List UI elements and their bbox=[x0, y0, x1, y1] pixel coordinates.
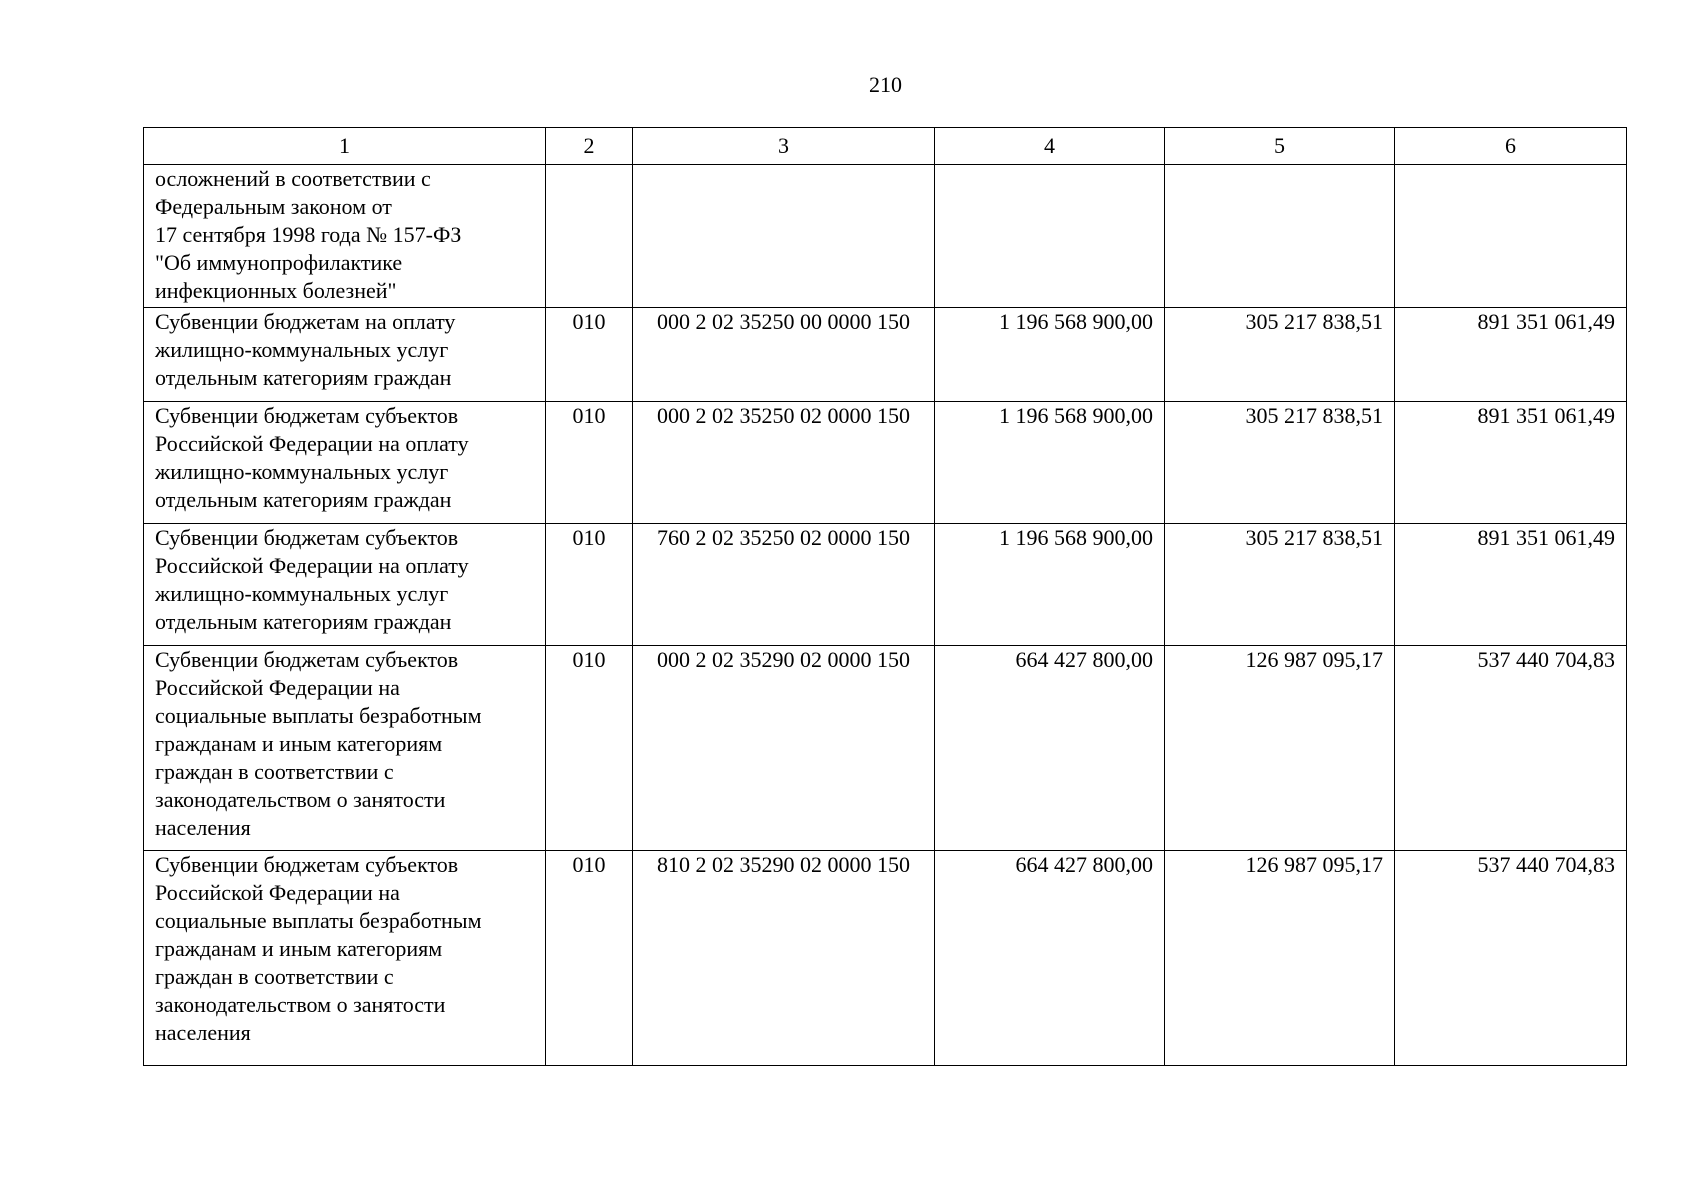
name-line: законодательством о занятости bbox=[155, 992, 446, 1017]
name-line: Субвенции бюджетам субъектов bbox=[155, 647, 459, 672]
row-line-code bbox=[546, 165, 633, 308]
budget-table bbox=[143, 127, 1627, 1066]
row-line-code: 010 bbox=[546, 402, 633, 524]
name-line: Субвенции бюджетам субъектов bbox=[155, 403, 459, 428]
row-approved bbox=[935, 165, 1165, 308]
row-executed: 305 217 838,51 bbox=[1165, 402, 1395, 524]
row-unexecuted bbox=[1395, 165, 1627, 308]
name-line: жилищно-коммунальных услуг bbox=[155, 459, 449, 484]
name-line: социальные выплаты безработным bbox=[155, 703, 482, 728]
name-line: социальные выплаты безработным bbox=[155, 908, 482, 933]
row-name bbox=[144, 524, 546, 646]
name-line: Субвенции бюджетам субъектов bbox=[155, 852, 459, 877]
name-line: отдельным категориям граждан bbox=[155, 487, 452, 512]
name-line: населения bbox=[155, 815, 251, 840]
column-header-3: 3 bbox=[633, 128, 935, 165]
row-approved: 1 196 568 900,00 bbox=[935, 402, 1165, 524]
name-line: Российской Федерации на оплату bbox=[155, 553, 469, 578]
name-line: Российской Федерации на bbox=[155, 675, 400, 700]
row-name bbox=[144, 308, 546, 402]
column-header-4: 4 bbox=[935, 128, 1165, 165]
table-row bbox=[144, 524, 1627, 646]
page-number: 210 bbox=[869, 72, 902, 97]
row-executed: 305 217 838,51 bbox=[1165, 308, 1395, 402]
name-line: гражданам и иным категориям bbox=[155, 936, 443, 961]
row-name bbox=[144, 165, 546, 308]
name-line: отдельным категориям граждан bbox=[155, 609, 452, 634]
row-income-code: 810 2 02 35290 02 0000 150 bbox=[633, 851, 935, 1066]
row-income-code: 000 2 02 35250 00 0000 150 bbox=[633, 308, 935, 402]
row-unexecuted: 891 351 061,49 bbox=[1395, 524, 1627, 646]
name-line: Российской Федерации на bbox=[155, 880, 400, 905]
name-line: населения bbox=[155, 1020, 251, 1045]
name-line: Субвенции бюджетам на оплату bbox=[155, 309, 456, 334]
name-line: "Об иммунопрофилактике bbox=[155, 250, 403, 275]
column-header-6: 6 bbox=[1395, 128, 1627, 165]
table-row bbox=[144, 308, 1627, 402]
row-income-code: 760 2 02 35250 02 0000 150 bbox=[633, 524, 935, 646]
row-name bbox=[144, 851, 546, 1066]
name-line: граждан в соответствии с bbox=[155, 759, 394, 784]
header-row bbox=[144, 128, 1627, 165]
row-executed: 126 987 095,17 bbox=[1165, 851, 1395, 1066]
row-line-code: 010 bbox=[546, 524, 633, 646]
row-income-code: 000 2 02 35290 02 0000 150 bbox=[633, 646, 935, 851]
row-line-code: 010 bbox=[546, 851, 633, 1066]
row-income-code bbox=[633, 165, 935, 308]
name-line: граждан в соответствии с bbox=[155, 964, 394, 989]
row-name bbox=[144, 402, 546, 524]
row-executed bbox=[1165, 165, 1395, 308]
row-unexecuted: 537 440 704,83 bbox=[1395, 851, 1627, 1066]
row-line-code: 010 bbox=[546, 646, 633, 851]
row-approved: 664 427 800,00 bbox=[935, 851, 1165, 1066]
table-row bbox=[144, 851, 1627, 1066]
name-line: отдельным категориям граждан bbox=[155, 365, 452, 390]
name-line: осложнений в соответствии с bbox=[155, 166, 431, 191]
row-name bbox=[144, 646, 546, 851]
table-row bbox=[144, 402, 1627, 524]
name-line: жилищно-коммунальных услуг bbox=[155, 581, 449, 606]
name-line: жилищно-коммунальных услуг bbox=[155, 337, 449, 362]
name-line: гражданам и иным категориям bbox=[155, 731, 443, 756]
row-approved: 664 427 800,00 bbox=[935, 646, 1165, 851]
column-header-2: 2 bbox=[546, 128, 633, 165]
name-line: Субвенции бюджетам субъектов bbox=[155, 525, 459, 550]
name-line: Федеральным законом от bbox=[155, 194, 392, 219]
row-income-code: 000 2 02 35250 02 0000 150 bbox=[633, 402, 935, 524]
name-line: инфекционных болезней" bbox=[155, 278, 397, 303]
row-executed: 126 987 095,17 bbox=[1165, 646, 1395, 851]
table-row bbox=[144, 165, 1627, 308]
row-unexecuted: 537 440 704,83 bbox=[1395, 646, 1627, 851]
row-approved: 1 196 568 900,00 bbox=[935, 524, 1165, 646]
table-row bbox=[144, 646, 1627, 851]
row-unexecuted: 891 351 061,49 bbox=[1395, 402, 1627, 524]
name-line: законодательством о занятости bbox=[155, 787, 446, 812]
row-unexecuted: 891 351 061,49 bbox=[1395, 308, 1627, 402]
row-approved: 1 196 568 900,00 bbox=[935, 308, 1165, 402]
column-header-1: 1 bbox=[144, 128, 546, 165]
row-line-code: 010 bbox=[546, 308, 633, 402]
row-executed: 305 217 838,51 bbox=[1165, 524, 1395, 646]
name-line: 17 сентября 1998 года № 157-ФЗ bbox=[155, 222, 462, 247]
name-line: Российской Федерации на оплату bbox=[155, 431, 469, 456]
column-header-5: 5 bbox=[1165, 128, 1395, 165]
